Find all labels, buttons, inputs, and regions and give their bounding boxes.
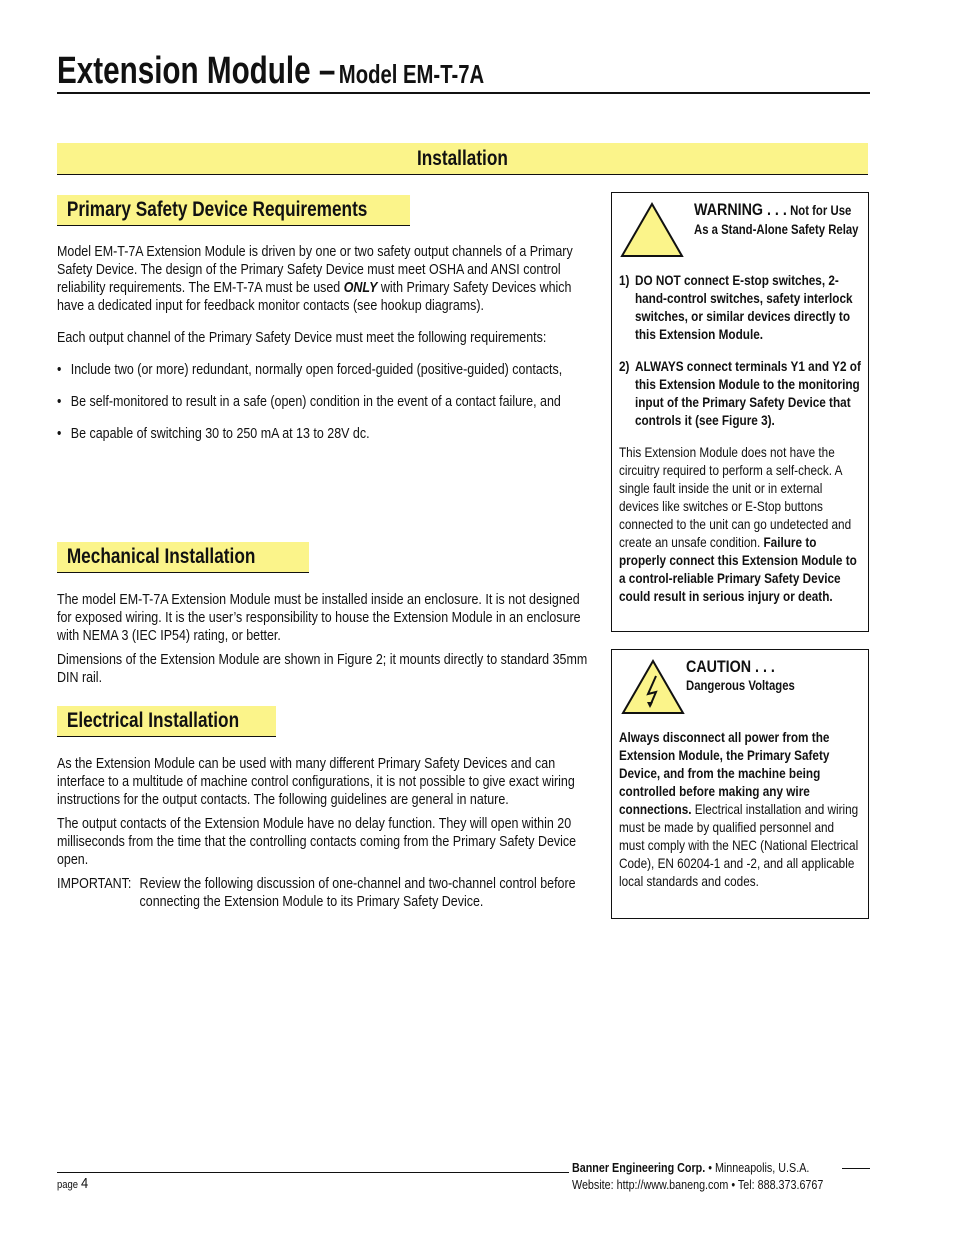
caution-body: [619, 728, 863, 890]
caution-box: [611, 649, 869, 919]
warning-body: [619, 271, 863, 605]
caution-title: [686, 658, 854, 695]
installation-heading: Installation: [417, 147, 508, 170]
list-item: • Include two (or more) redundant, normally open forced-guided (positive-guided) contacts,: [57, 361, 592, 379]
warning-triangle-icon: [619, 201, 685, 259]
caution-paragraph: Always disconnect all power from the Extension Module, the Primary Safety Device, and from the machine being controlled before making any wire connections. Electrical installation and wiring must be made by qualified personnel and must comply with the NEC (National Electrical Code), EN 60204-1 and -2, and all applicable local standards and codes.: [619, 729, 859, 889]
title-divider: [57, 92, 870, 94]
electrical-heading-text: Electrical Installation: [66, 709, 240, 732]
mechanical-installation-body: [57, 591, 592, 687]
important-note: [57, 875, 592, 911]
mechanical-para-2: Dimensions of the Extension Module are shown in Figure 2; it mounts directly to standard 35mm DIN rail.: [57, 652, 588, 686]
page-number: page 4: [57, 1175, 89, 1192]
list-item: 2) ALWAYS connect terminals Y1 and Y2 of this Extension Module to the monitoring input of the Primary Safety Device that controls it (see Figure 3).: [619, 358, 861, 428]
warning-box: [611, 192, 869, 632]
important-label: IMPORTANT:: [57, 876, 132, 892]
primary-requirements-body: [57, 243, 592, 443]
primary-heading-text: Primary Safety Device Requirements: [66, 198, 368, 221]
important-text: Review the following discussion of one-channel and two-channel control before connecting the Extension Module to its Primary Safety Device.: [139, 876, 576, 910]
primary-para-2: Each output channel of the Primary Safety Device must meet the following requirements:: [57, 330, 547, 346]
caution-subtitle: Dangerous Voltages: [686, 678, 795, 693]
title-model: Model EM-T-7A: [338, 59, 485, 89]
electrical-installation-body: [57, 755, 592, 911]
electrical-installation-heading: [57, 706, 276, 737]
only-emphasis: ONLY: [343, 280, 378, 296]
list-item: • Be self-monitored to result in a safe (open) condition in the event of a contact failure, and: [57, 393, 592, 411]
page-title: [57, 50, 484, 93]
installation-band: [57, 143, 868, 175]
warning-paragraph: This Extension Module does not have the circuitry required to perform a self-check. A single fault inside the unit or in external devices like switches or E-Stop buttons connected to the unit can go undetected and create an unsafe condition. Failure to properly connect this Extension Module to a control-reliable Primary Safety Device could result in serious injury or death.: [619, 444, 857, 604]
title-main: Extension Module –: [57, 50, 336, 92]
footer-rule-left: [57, 1172, 569, 1173]
warning-subtitle: Use As a Stand-Alone Safety Relay: [694, 203, 859, 237]
electrical-para-1: As the Extension Module can be used with many different Primary Safety Devices and can interface to a multitude of machine control configurations, it is not possible to give exact wiring instructions for the output contacts. The following guidelines are general in nature.: [57, 756, 575, 808]
footer-contact: Website: http://www.baneng.com • Tel: 888.373.6767: [572, 1178, 824, 1192]
warning-label: WARNING . . .: [694, 200, 787, 219]
caution-label: CAUTION . . .: [686, 657, 775, 676]
high-voltage-icon: [620, 658, 686, 716]
primary-requirements-heading: [57, 195, 410, 226]
warning-title: WARNING . . . Not for Use As a Stand-Alone Safety Relay: [694, 200, 859, 237]
footer-rule-right: [842, 1168, 870, 1169]
footer-company: Banner Engineering Corp. • Minneapolis, U.S.A.: [572, 1161, 810, 1175]
mechanical-heading-text: Mechanical Installation: [66, 545, 256, 568]
electrical-para-2: The output contacts of the Extension Module have no delay function. They will open within 20 milliseconds from the time that the controlling contacts coming from the Primary Safety Device open.: [57, 816, 577, 868]
list-item: 1) DO NOT connect E-stop switches, 2-hand-control switches, safety interlock switches, or similar devices directly to this Extension Module.: [619, 272, 853, 342]
list-item: • Be capable of switching 30 to 250 mA at 13 to 28V dc.: [57, 425, 592, 443]
mechanical-installation-heading: [57, 542, 309, 573]
primary-para-1: Model EM-T-7A Extension Module is driven by one or two safety output channels of a Primary Safety Device. The design of the Primary Safety Device must meet OSHA and ANSI control reliability requirements. The EM-T-7A must be used ONLY with Primary Safety Devices which have a dedicated input for feedback monitor contacts (see hookup diagrams).: [57, 244, 573, 314]
mechanical-para-1: The model EM-T-7A Extension Module must be installed inside an enclosure. It is not designed for exposed wiring. It is the user’s responsibility to house the Extension Module in an enclosure with NEMA 3 (IEC IP54) rating, or better.: [57, 592, 581, 644]
